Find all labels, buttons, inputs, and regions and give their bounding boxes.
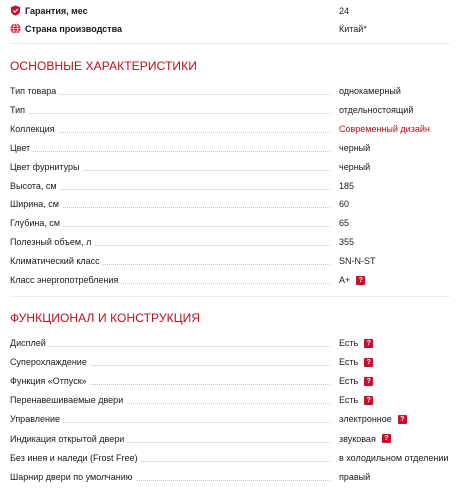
spec-value [339,449,448,467]
spec-value-text: 355 [339,237,355,248]
spec-row [10,158,450,176]
spec-value [339,101,413,119]
spec-value: Китай* [339,24,367,34]
spec-label: Шарнир двери по умолчанию [10,468,136,486]
spec-row [10,195,450,213]
dotted-leader [10,132,330,133]
spec-value [339,334,373,352]
spec-label: Дисплей [10,334,49,352]
spec-row-warranty [10,2,450,20]
spec-row [10,214,450,232]
spec-value-text: 65 [339,218,350,229]
spec-row [10,120,450,138]
spec-label: Тип товара [10,82,59,100]
spec-label: Глубина, см [10,214,63,232]
spec-value-text: электронное [339,414,392,425]
spec-value-text: Есть [339,338,359,348]
spec-row [10,410,450,428]
spec-value [339,233,354,251]
spec-value-text: 185 [339,180,355,191]
spec-value-text: Современный дизайн [339,123,430,134]
spec-row [10,139,450,157]
spec-value-text: SN-N-ST [339,256,376,267]
spec-label: Цвет [10,139,33,157]
spec-value-text: черный [339,142,371,153]
globe-icon [10,23,21,34]
spec-row [10,177,450,195]
spec-value-text: в холодильном отделении [339,452,449,463]
dotted-leader [10,113,330,114]
spec-row [10,271,450,289]
dotted-leader [10,151,330,152]
spec-value [339,139,370,157]
spec-label: Класс энергопотребления [10,271,121,289]
spec-value [339,214,349,232]
spec-value: 24 [339,6,350,16]
spec-row [10,391,450,409]
spec-label: Управление [10,410,63,428]
spec-row [10,334,450,352]
spec-value [339,177,354,195]
spec-value [339,372,373,390]
spec-value-text: правый [339,471,371,482]
spec-label: Страна производства [25,24,123,34]
spec-row [10,449,450,467]
spec-label: Функция «Отпуск» [10,372,90,390]
spec-label: Суперохлаждение [10,353,90,371]
spec-label: Высота, см [10,177,60,195]
spec-label: Без инея и наледи (Frost Free) [10,449,141,467]
spec-value [339,252,376,270]
spec-row [10,468,450,486]
spec-value [339,271,365,289]
spec-value [339,391,373,409]
spec-value [339,468,370,486]
spec-row [10,372,450,390]
spec-label: Полезный объем, л [10,233,94,251]
spec-row [10,353,450,371]
spec-value-text: звуковая [339,433,376,444]
section-title-features: ФУНКЦИОНАЛ И КОНСТРУКЦИЯ [10,311,201,325]
spec-label: Цвет фурнитуры [10,158,82,176]
spec-value [339,410,407,428]
help-icon[interactable]: ? [398,415,407,424]
spec-value-text: A+ [339,275,351,285]
help-icon[interactable]: ? [364,339,373,348]
section-title-main-specs: ОСНОВНЫЕ ХАРАКТЕРИСТИКИ [10,59,197,73]
shield-check-icon [10,5,21,16]
spec-value [339,195,349,213]
spec-row [10,233,450,251]
spec-value [339,353,373,371]
spec-value [339,82,401,100]
spec-value-text: Есть [339,395,359,406]
spec-value [339,430,391,448]
spec-row [10,252,450,270]
help-icon[interactable]: ? [382,434,391,443]
dotted-leader [10,346,330,347]
spec-label: Коллекция [10,120,58,138]
spec-label: Перенавешиваемые двери [10,391,126,409]
spec-label: Гарантия, мес [25,6,88,16]
spec-value-text: Есть [339,357,359,368]
spec-value-text: черный [339,161,371,172]
spec-row [10,430,450,448]
divider [10,296,450,297]
spec-value-text: Есть [339,376,359,387]
spec-value-text: однокамерный [339,86,401,96]
spec-label: Ширина, см [10,195,62,213]
spec-value [339,158,370,176]
divider [10,43,450,44]
help-icon[interactable]: ? [364,377,373,386]
spec-value-text: 60 [339,199,350,210]
spec-row [10,82,450,100]
spec-row-country [10,20,450,38]
spec-value-text: отдельностоящий [339,104,414,115]
spec-label: Тип [10,101,28,119]
spec-row [10,101,450,119]
help-icon[interactable]: ? [356,276,365,285]
help-icon[interactable]: ? [364,396,373,405]
help-icon[interactable]: ? [364,358,373,367]
spec-label: Климатический класс [10,252,103,270]
spec-label: Индикация открытой двери [10,430,127,448]
spec-value-link[interactable] [339,120,430,138]
